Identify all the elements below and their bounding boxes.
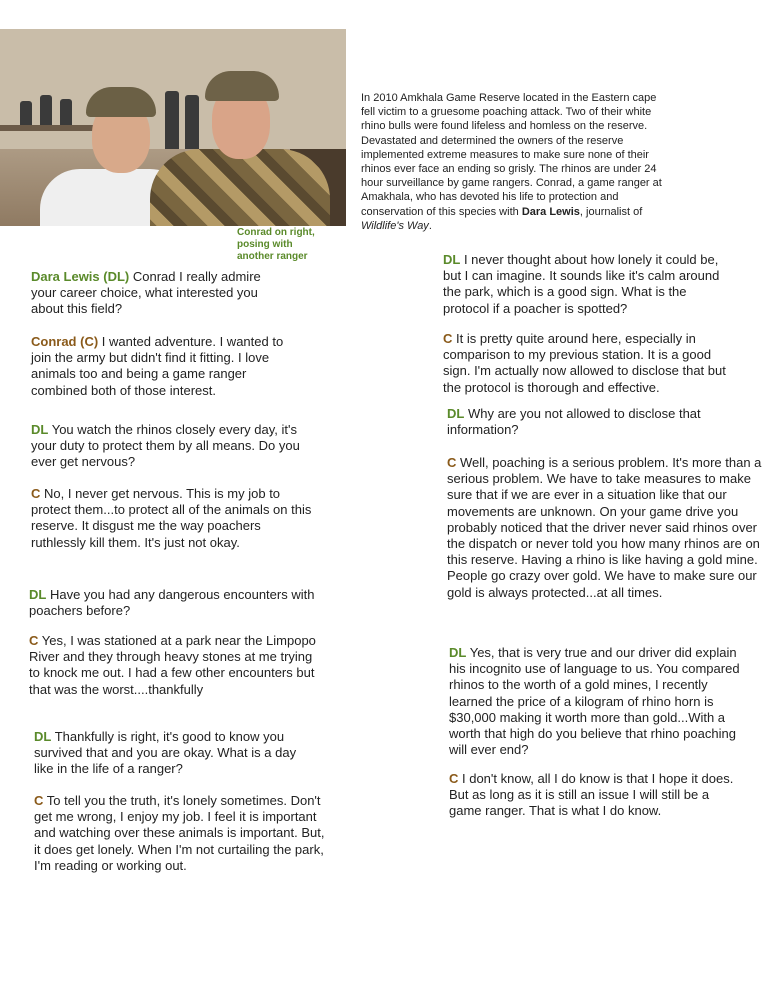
speaker-tag: DL	[31, 422, 49, 437]
speaker-tag: C	[447, 455, 457, 470]
qa-text: It is pretty quite around here, especially in comparison to my previous station. It is a good sign. I'm actually now allowed to disclose that but the protocol is thorough and effective.	[443, 331, 726, 395]
speaker-tag: C	[443, 331, 453, 346]
qa-right-3	[447, 406, 737, 438]
speaker-tag: C	[449, 771, 459, 786]
speaker-tag: DL	[29, 587, 47, 602]
qa-text: Why are you not allowed to disclose that information?	[447, 406, 701, 438]
intro-magazine: Wildlife's Way	[361, 219, 429, 232]
qa-text: I don't know, all I do know is that I hope it does. But as long as it is still an issue I will still be a game ranger. That is what I do know.	[449, 771, 734, 819]
qa-text: Yes, that is very true and our driver did explain his incognito use of language to us. You compared rhinos to the worth of a gold mines, I recently learned the price of a kilogram of rhino horn is $30,000 making it worth more than gold...With a worth that high do you believe that rhino poaching will ever end?	[449, 645, 740, 758]
qa-text: To tell you the truth, it's lonely sometimes. Don't get me wrong, I enjoy my job. I feel it is important and watching over these animals is important. But, it does get lonely. When I'm not curtailing the park, I'm reading or working out.	[34, 793, 325, 873]
qa-text: I never thought about how lonely it could be, but I can imagine. It sounds like it's calm around the park, which is a good sign. What is the protocol if a poacher is spotted?	[443, 252, 720, 316]
qa-text: Yes, I was stationed at a park near the Limpopo River and they through heavy stones at me trying to knock me out. I had a few other encounters but that was the worst....thankfully	[29, 633, 316, 697]
intro-mid: , journalist of	[579, 205, 643, 218]
speaker-tag: DL	[447, 406, 465, 421]
speaker-tag: C	[34, 793, 44, 808]
qa-right-6	[449, 771, 741, 820]
qa-right-2	[443, 331, 735, 396]
intro-end: .	[428, 219, 432, 232]
speaker-tag: C	[29, 633, 39, 648]
qa-left-1	[31, 269, 281, 318]
qa-left-6	[29, 633, 321, 698]
qa-text: No, I never get nervous. This is my job to protect them...to protect all of the animals on this reserve. It disgust me the way poachers ruthlessly kill them. It's just not okay.	[31, 486, 312, 550]
qa-text: Well, poaching is a serious problem. It's more than a serious problem. We have to take measures to make sure that if we are ever in a situation like that our movements are unknown. On your game drive you probably noticed that the driver never said rhinos over the dispatch or never told you how many rhinos are on this reserve. Having a rhino is like having a gold mine. People go crazy over gold. We have to make sure our gold is always protected...at all times.	[447, 455, 762, 600]
intro-paragraph	[361, 91, 671, 233]
caption-line: Conrad on right,	[237, 227, 315, 238]
qa-right-1	[443, 252, 735, 317]
caption-line: posing with	[237, 239, 293, 250]
speaker-tag: Dara Lewis (DL)	[31, 269, 130, 284]
speaker-tag: DL	[34, 729, 52, 744]
intro-text: In 2010 Amkhala Game Reserve located in the Eastern cape fell victim to a gruesome poaching attack. Two of their white rhino bulls were found lifeless and homless on the reserve. Devastated and determined the owners of the reserve implemented extreme measures to make sure none of their rhinos ever face an ending so grisly. The rhinos are under 24 hour surveillance by game rangers. Conrad, a game ranger at Amakhala, who has devoted his life to protection and conservation of this species with	[361, 92, 662, 218]
qa-left-2	[31, 334, 286, 399]
qa-text: Have you had any dangerous encounters with poachers before?	[29, 587, 315, 619]
speaker-tag: Conrad (C)	[31, 334, 99, 349]
speaker-tag: DL	[443, 252, 461, 267]
speaker-tag: DL	[449, 645, 467, 660]
qa-left-8	[34, 793, 326, 874]
qa-text: Conrad I really admire your career choice, what interested you about this field?	[31, 269, 261, 317]
qa-right-5	[449, 645, 745, 758]
caption-line: another ranger	[237, 251, 308, 262]
qa-left-5	[29, 587, 319, 619]
qa-left-4	[31, 486, 313, 551]
qa-text: Thankfully is right, it's good to know you survived that and you are okay. What is a day like in the life of a ranger?	[34, 729, 297, 777]
qa-right-4	[447, 455, 763, 601]
speaker-tag: C	[31, 486, 41, 501]
qa-text: I wanted adventure. I wanted to join the army but didn't find it fitting. I love animals too and being a game ranger combined both of those interest.	[31, 334, 284, 398]
rangers-photo	[0, 29, 346, 226]
qa-left-7	[34, 729, 316, 778]
qa-text: You watch the rhinos closely every day, it's your duty to protect them by all means. Do you ever get nervous?	[31, 422, 300, 470]
intro-author: Dara Lewis	[521, 205, 580, 218]
photo-caption	[237, 227, 347, 263]
qa-left-3	[31, 422, 323, 471]
